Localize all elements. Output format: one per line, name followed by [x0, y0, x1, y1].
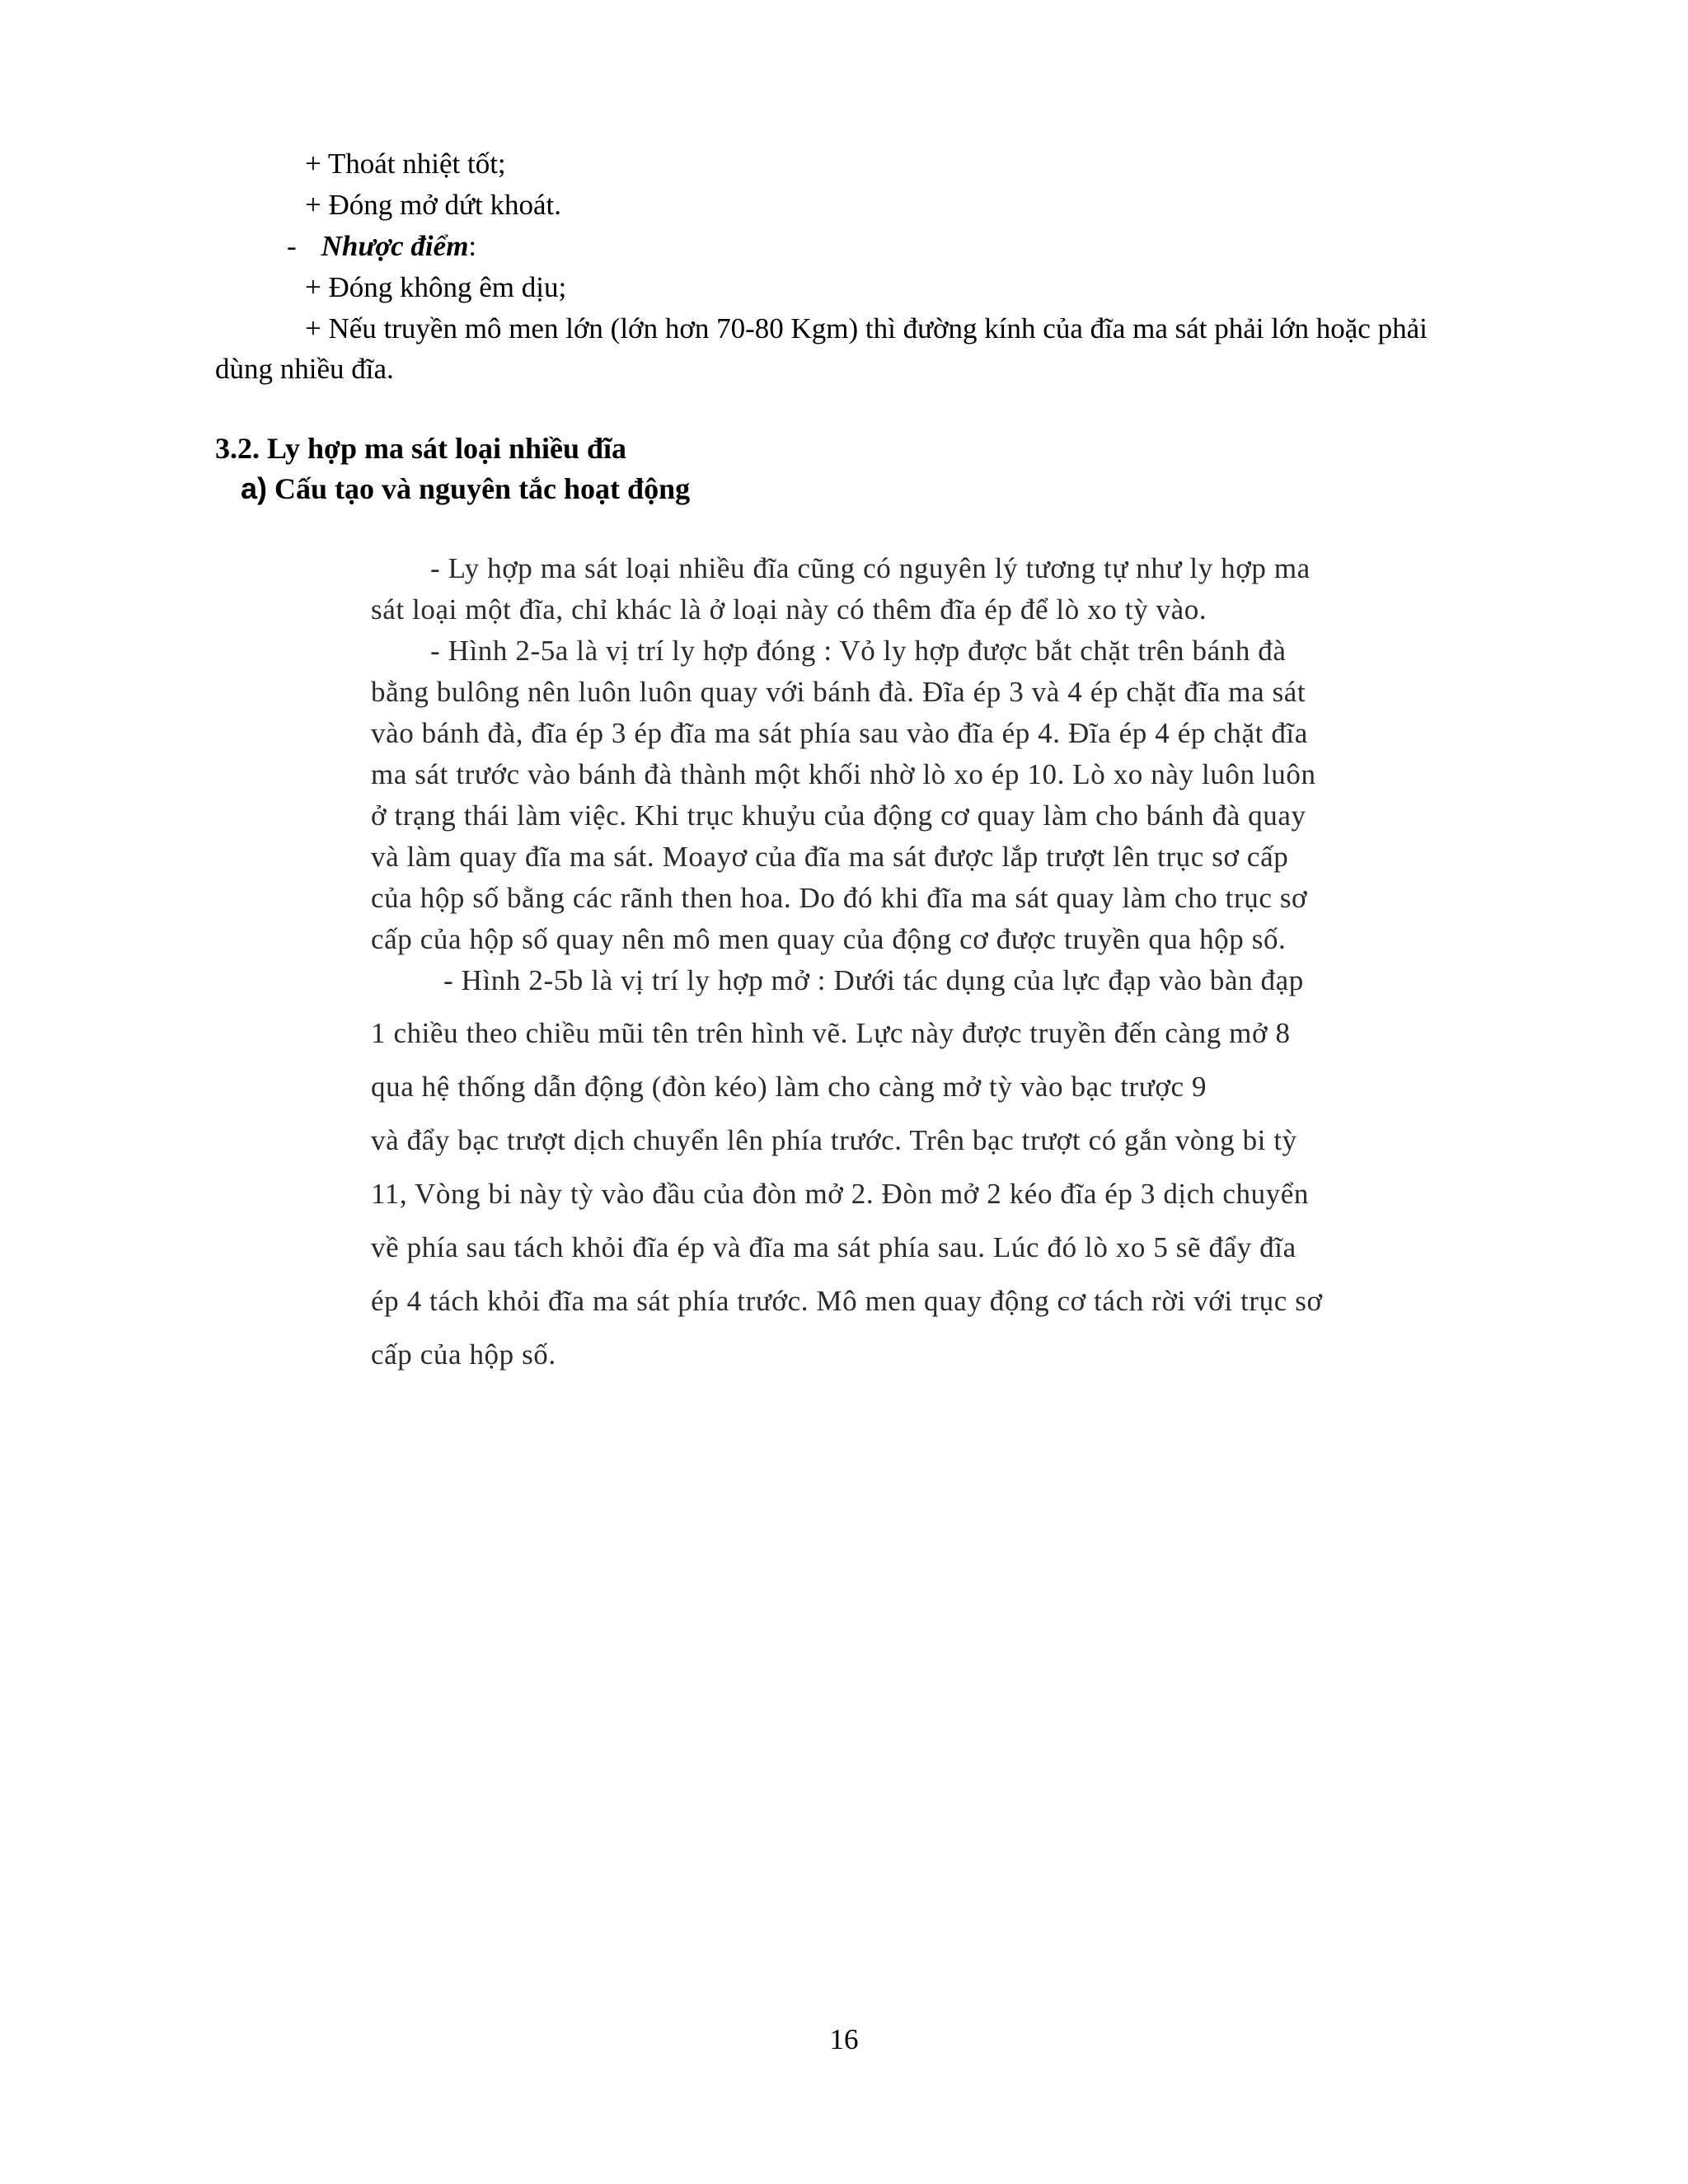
- scanned-line: cấp của hộp số quay nên mô men quay của động cơ được truyền qua hộp số.: [371, 923, 1287, 955]
- scanned-line: 1 chiều theo chiều mũi tên trên hình vẽ. Lực này được truyền đến càng mở 8: [371, 1017, 1291, 1049]
- scanned-line: sát loại một đĩa, chỉ khác là ở loại này có thêm đĩa ép để lò xo tỳ vào.: [371, 593, 1207, 626]
- scanned-line: của hộp số bằng các rãnh then hoa. Do đó khi đĩa ma sát quay làm cho trục sơ: [371, 882, 1308, 914]
- disadvantage-item: + Đóng không êm dịu;: [305, 271, 567, 303]
- scanned-line: vào bánh đà, đĩa ép 3 ép đĩa ma sát phía sau vào đĩa ép 4. Đĩa ép 4 ép chặt đĩa: [371, 717, 1308, 749]
- scanned-line: ép 4 tách khỏi đĩa ma sát phía trước. Mô men quay động cơ tách rời với trục sơ: [371, 1285, 1323, 1317]
- scanned-line: bằng bulông nên luôn luôn quay với bánh đà. Đĩa ép 3 và 4 ép chặt đĩa ma sát: [371, 676, 1306, 708]
- scanned-line: về phía sau tách khỏi đĩa ép và đĩa ma sát phía sau. Lúc đó lò xo 5 sẽ đẩy đĩa: [371, 1231, 1296, 1263]
- page-number: 16: [829, 2023, 859, 2055]
- advantage-item: + Thoát nhiệt tốt;: [305, 148, 506, 180]
- disadvantages-label: Nhược điểm: [321, 230, 469, 262]
- scanned-line: ở trạng thái làm việc. Khi trục khuỷu của động cơ quay làm cho bánh đà quay: [371, 799, 1306, 832]
- disadvantages-colon: :: [468, 230, 477, 262]
- subheading-label: a): [241, 471, 268, 505]
- disadvantage-item: + Nếu truyền mô men lớn (lớn hơn 70-80 Kgm) thì đường kính của đĩa ma sát phải lớn hoặc phải: [305, 312, 1428, 344]
- scanned-line: - Hình 2-5b là vị trí ly hợp mở : Dưới tác dụng của lực đạp vào bàn đạp: [443, 964, 1304, 996]
- scanned-line: - Ly hợp ma sát loại nhiều đĩa cũng có nguyên lý tương tự như ly hợp ma: [430, 552, 1311, 584]
- advantage-item: + Đóng mở dứt khoát.: [305, 189, 561, 221]
- scanned-line: - Hình 2-5a là vị trí ly hợp đóng : Vỏ ly hợp được bắt chặt trên bánh đà: [430, 635, 1287, 667]
- scanned-line: qua hệ thống dẫn động (đòn kéo) làm cho càng mở tỳ vào bạc trược 9: [371, 1071, 1207, 1103]
- disadvantages-heading: [287, 228, 476, 265]
- disadvantage-continuation: dùng nhiều đĩa.: [215, 353, 394, 385]
- subheading-text: Cấu tạo và nguyên tắc hoạt động: [274, 472, 691, 505]
- scanned-line: và đẩy bạc trượt dịch chuyển lên phía trước. Trên bạc trượt có gắn vòng bi tỳ: [371, 1124, 1297, 1156]
- section-subheading: [241, 471, 690, 507]
- scanned-line: cấp của hộp số.: [371, 1338, 556, 1371]
- section-heading: 3.2. Ly hợp ma sát loại nhiều đĩa: [215, 432, 627, 465]
- scanned-line: và làm quay đĩa ma sát. Moayơ của đĩa ma sát được lắp trượt lên trục sơ cấp: [371, 841, 1289, 873]
- disadvantages-dash: -: [287, 230, 297, 262]
- scanned-line: 11, Vòng bi này tỳ vào đầu của đòn mở 2. Đòn mở 2 kéo đĩa ép 3 dịch chuyển: [371, 1178, 1310, 1210]
- scanned-line: ma sát trước vào bánh đà thành một khối nhờ lò xo ép 10. Lò xo này luôn luôn: [371, 758, 1316, 790]
